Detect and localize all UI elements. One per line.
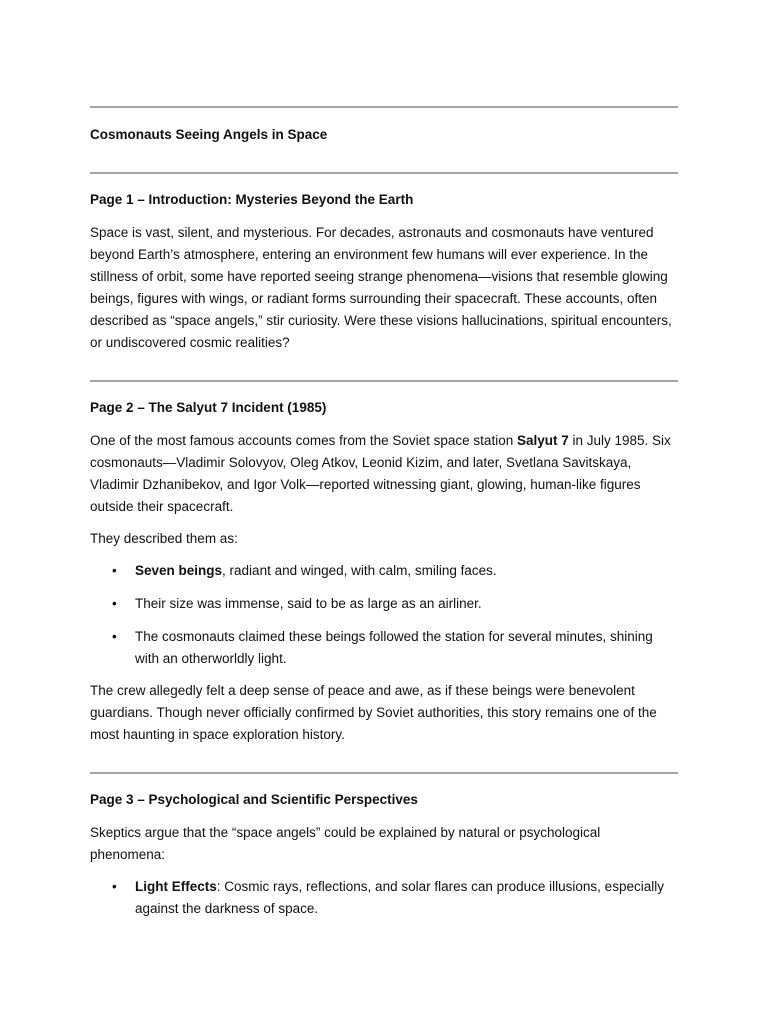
bullet-icon: • xyxy=(112,879,117,894)
bullet-icon: • xyxy=(112,596,117,611)
bullet-bold-lead: Seven beings xyxy=(135,563,223,578)
list-item xyxy=(90,876,678,920)
bullet-icon: • xyxy=(112,563,117,578)
section-heading-page-2: Page 2 – The Salyut 7 Incident (1985) xyxy=(90,400,327,415)
bullet-text: The cosmonauts claimed these beings followed the station for several minutes, shining with an otherworldly light. xyxy=(135,629,653,666)
section-2-closing-paragraph: The crew allegedly felt a deep sense of peace and awe, as if these beings were benevolent guardians. Though never officially confirmed by Soviet authorities, this story remains one of the most haunting in space exploration history. xyxy=(90,683,657,742)
bullet-text: Their size was immense, said to be as large as an airliner. xyxy=(135,596,482,611)
section-2-bullet-list xyxy=(90,560,678,670)
salyut-7-bold: Salyut 7 xyxy=(516,433,569,448)
section-heading-page-3: Page 3 – Psychological and Scientific Perspectives xyxy=(90,792,418,807)
section-3-bullet-list xyxy=(90,876,678,920)
intro-text-after: in July 1985. Six cosmonauts—Vladimir Solovyov, Oleg Atkov, Leonid Kizim, and later, Svetlana Savitskaya, Vladimir Dzhanibekov, and Igor Volk—reported witnessing giant, glowing, human-like figures outside their spacecraft. xyxy=(90,433,671,514)
section-1-paragraph: Space is vast, silent, and mysterious. For decades, astronauts and cosmonauts have ventured beyond Earth’s atmosphere, entering an environment few humans will ever experience. In the stillness of orbit, some have reported seeing strange phenomena—visions that resemble glowing beings, figures with wings, or radiant forms surrounding their spacecraft. These accounts, often described as “space angels,” stir curiosity. Were these visions hallucinations, spiritual encounters, or undiscovered cosmic realities? xyxy=(90,225,672,350)
bullet-text: : Cosmic rays, reflections, and solar flares can produce illusions, especially against the darkness of space. xyxy=(135,879,664,916)
section-heading-page-1: Page 1 – Introduction: Mysteries Beyond the Earth xyxy=(90,192,414,207)
bullet-bold-lead: Light Effects xyxy=(135,879,217,894)
list-item xyxy=(90,593,678,615)
bullet-icon: • xyxy=(112,629,117,644)
section-2-lead-in: They described them as: xyxy=(90,531,238,546)
document-title: Cosmonauts Seeing Angels in Space xyxy=(90,127,328,142)
section-2-intro-paragraph xyxy=(90,430,678,518)
section-3-intro-paragraph: Skeptics argue that the “space angels” could be explained by natural or psychological phenomena: xyxy=(90,825,601,862)
bullet-text: , radiant and winged, with calm, smiling faces. xyxy=(222,563,497,578)
list-item xyxy=(90,626,678,670)
list-item xyxy=(90,560,678,582)
intro-text-before: One of the most famous accounts comes from the Soviet space station xyxy=(90,433,517,448)
